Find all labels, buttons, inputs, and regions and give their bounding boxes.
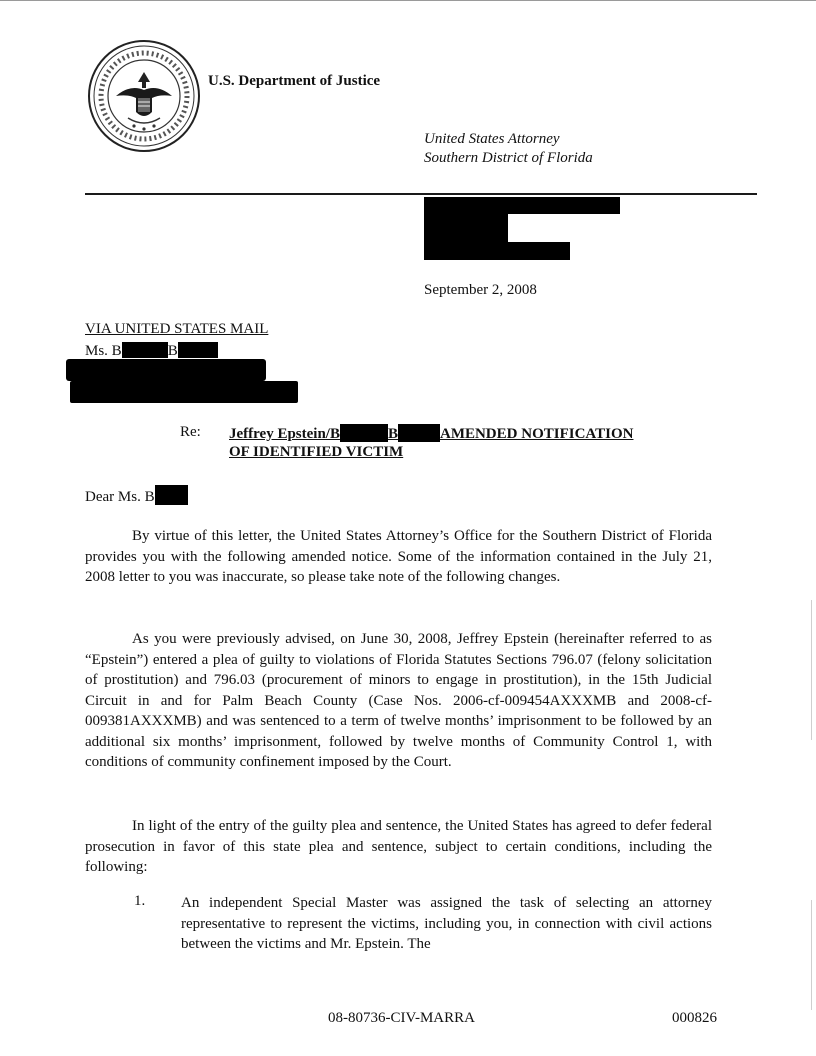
delivery-method: VIA UNITED STATES MAIL [85,321,269,337]
redaction-address [66,359,266,381]
re-subject-part: AMENDED NOTIFICATION [439,426,634,442]
office-line-2: Southern District of Florida [424,150,593,166]
redaction-inline [178,342,218,358]
re-subject-part: Jeffrey Epstein/B [229,426,340,442]
body-paragraph [85,629,712,773]
redaction-block [424,197,620,214]
office-block [424,130,593,168]
letterhead-rule [85,193,757,195]
redaction-block [424,242,570,260]
agency-name: U.S. Department of Justice [208,73,381,89]
body-paragraph [85,816,712,878]
redaction-inline [122,342,168,358]
salutation [85,485,188,506]
office-line-1: United States Attorney [424,131,560,147]
re-subject-line-2: OF IDENTIFIED VICTIM [229,444,404,460]
paragraph-text: In light of the entry of the guilty plea and sentence, the United States has agreed to defer federal prosecution in favor of this state plea and sentence, subject to certain conditions, including the following: [85,818,712,875]
recipient-name-part: Ms. B [85,343,122,359]
bates-number: 000826 [672,1010,717,1026]
letter-date: September 2, 2008 [424,282,537,298]
redaction-inline [155,485,188,505]
case-number: 08-80736-CIV-MARRA [328,1010,475,1026]
list-item-text: An independent Special Master was assigned the task of selecting an attorney representative to represent the victims, including you, in connection with civil actions between the victims and Mr. Epstein. The [181,895,712,952]
doj-seal-icon [86,38,202,154]
re-label: Re: [180,424,201,440]
recipient-name [85,342,218,360]
redaction-address [70,381,298,403]
recipient-name-part: B [167,343,178,359]
redaction-inline [340,424,388,442]
scan-right-edge [811,600,812,740]
list-item-number: 1. [134,893,146,909]
body-paragraph [85,526,712,588]
redaction-inline [398,424,440,442]
re-subject-line-1 [229,424,633,443]
paragraph-text: As you were previously advised, on June 30, 2008, Jeffrey Epstein (hereinafter referred to as “Epstein”) entered a plea of guilty to violations of Florida Statutes Sections 796.07 (felony solicitation of prostitution) and 796.03 (procurement of minors to engage in prostitution), in the 15th Judicial Circuit in and for Palm Beach County (Case Nos. 2006-cf-009454AXXXMB and 2008-cf-009381AXXXMB) and was sentenced to a term of twelve months’ imprisonment to be followed by an additional six months’ imprisonment, followed by twelve months of Community Control 1, with conditions of community confinement imposed by the Court. [85,631,712,770]
paragraph-text: By virtue of this letter, the United States Attorney’s Office for the Southern District of Florida provides you with the following amended notice. Some of the information contained in the July 21, 2008 letter to you was inaccurate, so please take note of the following changes. [85,528,712,585]
salutation-text: Dear Ms. B [85,489,155,505]
redaction-block [424,214,508,242]
scan-right-edge-lower [811,900,812,1010]
re-subject-part: B [387,426,398,442]
scan-top-edge [0,0,816,1]
